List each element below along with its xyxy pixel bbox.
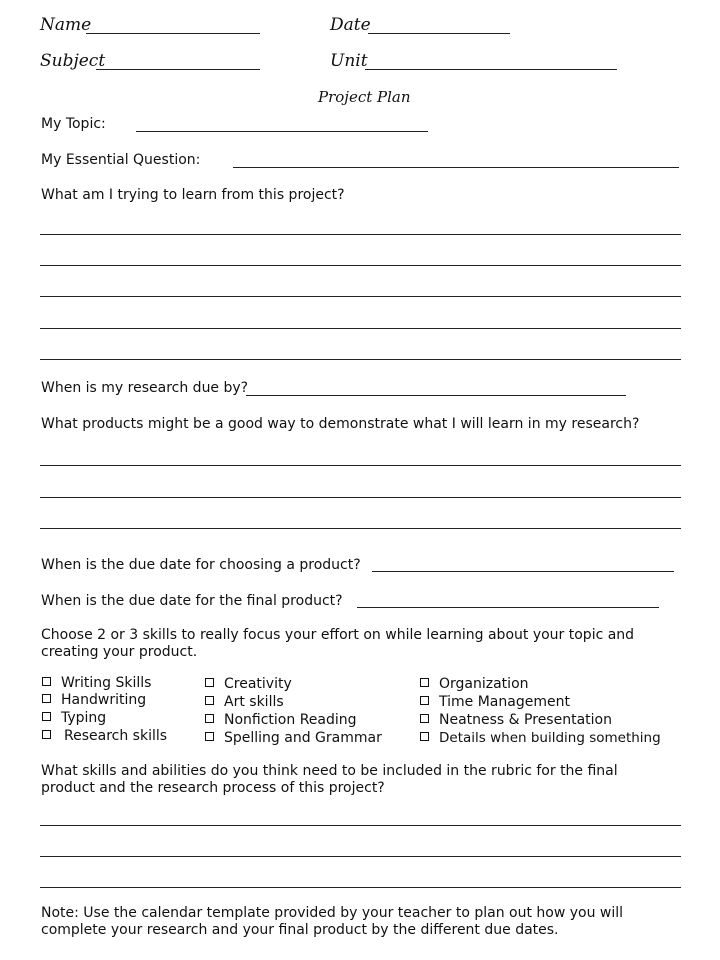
product-due-field[interactable] xyxy=(372,571,674,572)
note-text-cont: complete your research and your final product by the different due dates. xyxy=(41,922,559,938)
skill-option[interactable]: Handwriting xyxy=(42,692,146,708)
page-title: Project Plan xyxy=(318,88,411,106)
note-text: Note: Use the calendar template provided by your teacher to plan out how you will xyxy=(41,905,624,921)
checkbox[interactable] xyxy=(420,696,429,705)
skill-option[interactable]: Spelling and Grammar xyxy=(205,730,382,746)
date-field[interactable] xyxy=(368,33,510,34)
checkbox[interactable] xyxy=(42,730,51,739)
skill-option[interactable]: Typing xyxy=(42,710,106,726)
checkbox[interactable] xyxy=(205,696,214,705)
skill-option[interactable]: Research skills xyxy=(42,728,167,744)
skill-option[interactable]: Writing Skills xyxy=(42,675,151,691)
topic-field[interactable] xyxy=(136,131,428,132)
final-due-field[interactable] xyxy=(357,607,659,608)
checkbox[interactable] xyxy=(42,694,51,703)
learn-answer-line[interactable] xyxy=(40,234,681,235)
learn-question: What am I trying to learn from this project? xyxy=(41,187,345,203)
checkbox[interactable] xyxy=(420,714,429,723)
choose-skills-instruction: Choose 2 or 3 skills to really focus your effort on while learning about your topic and xyxy=(41,627,635,643)
checkbox[interactable] xyxy=(42,712,51,721)
name-label: Name xyxy=(40,15,92,35)
skill-option[interactable]: Neatness & Presentation xyxy=(420,712,612,728)
skill-option[interactable]: Organization xyxy=(420,676,529,692)
skill-option[interactable]: Creativity xyxy=(205,676,292,692)
unit-field[interactable] xyxy=(365,69,617,70)
learn-answer-line[interactable] xyxy=(40,265,681,266)
checkbox[interactable] xyxy=(420,678,429,687)
learn-answer-line[interactable] xyxy=(40,296,681,297)
subject-field[interactable] xyxy=(96,69,260,70)
unit-label: Unit xyxy=(330,51,368,71)
product-due-label: When is the due date for choosing a product? xyxy=(41,557,361,573)
rubric-question: What skills and abilities do you think need to be included in the rubric for the final xyxy=(41,763,618,779)
final-due-label: When is the due date for the final product? xyxy=(41,593,343,609)
topic-label: My Topic: xyxy=(41,116,106,132)
products-answer-line[interactable] xyxy=(40,465,681,466)
research-due-label: When is my research due by? xyxy=(41,380,249,396)
choose-skills-instruction-cont: creating your product. xyxy=(41,644,198,660)
essential-question-label: My Essential Question: xyxy=(41,152,201,168)
skill-option[interactable]: Art skills xyxy=(205,694,284,710)
rubric-question-cont: product and the research process of this project? xyxy=(41,780,385,796)
date-label: Date xyxy=(330,15,371,35)
name-field[interactable] xyxy=(86,33,260,34)
products-question: What products might be a good way to demonstrate what I will learn in my research? xyxy=(41,416,640,432)
rubric-answer-line[interactable] xyxy=(40,856,681,857)
checkbox[interactable] xyxy=(205,732,214,741)
learn-answer-line[interactable] xyxy=(40,328,681,329)
research-due-field[interactable] xyxy=(246,395,626,396)
checkbox[interactable] xyxy=(42,677,51,686)
products-answer-line[interactable] xyxy=(40,497,681,498)
skill-option[interactable]: Nonfiction Reading xyxy=(205,712,357,728)
checkbox[interactable] xyxy=(205,678,214,687)
checkbox[interactable] xyxy=(420,732,429,741)
skill-option[interactable]: Details when building something xyxy=(420,730,661,746)
products-answer-line[interactable] xyxy=(40,528,681,529)
rubric-answer-line[interactable] xyxy=(40,825,681,826)
checkbox[interactable] xyxy=(205,714,214,723)
rubric-answer-line[interactable] xyxy=(40,887,681,888)
subject-label: Subject xyxy=(40,51,106,71)
learn-answer-line[interactable] xyxy=(40,359,681,360)
essential-question-field[interactable] xyxy=(233,167,679,168)
skill-option[interactable]: Time Management xyxy=(420,694,570,710)
